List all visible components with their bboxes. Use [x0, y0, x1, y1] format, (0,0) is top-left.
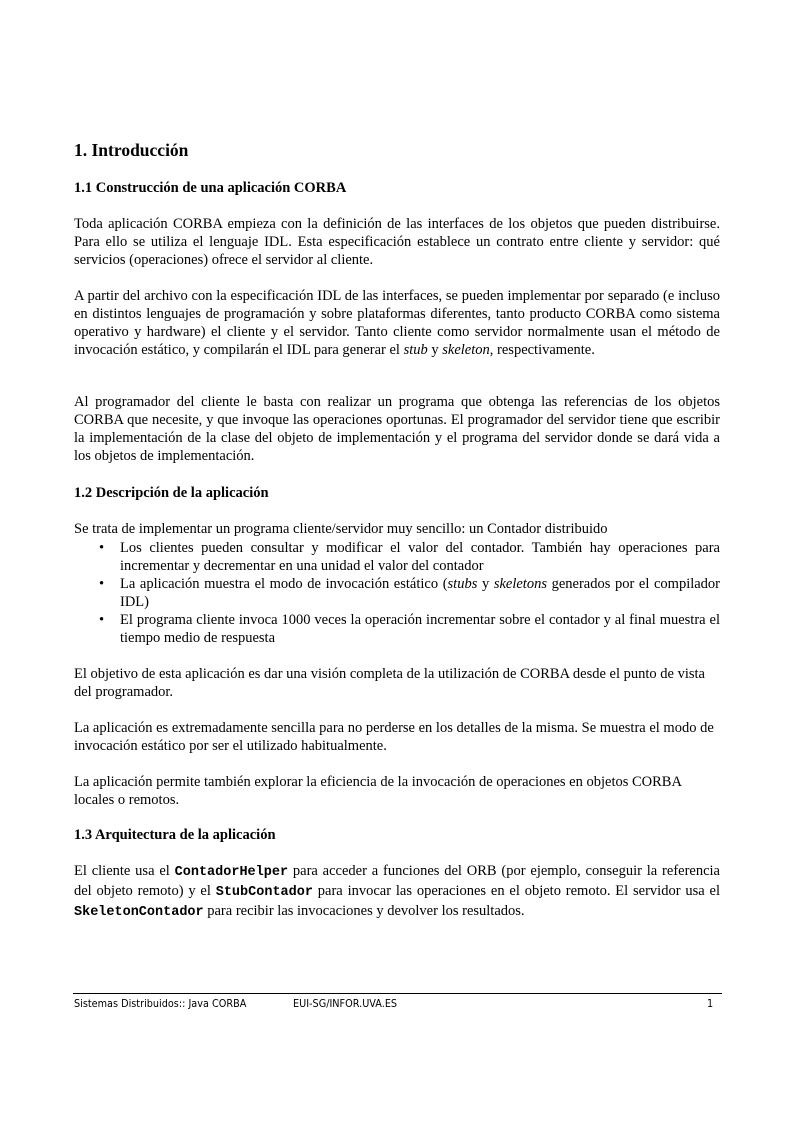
page-number: 1: [707, 997, 714, 1010]
feature-list: [74, 539, 720, 647]
bullet-icon: •: [99, 612, 105, 628]
class-name-contador-helper: ContadorHelper: [174, 865, 289, 880]
section-1-2-heading: 1.2 Descripción de la aplicación: [74, 485, 269, 501]
section-1-3-paragraph: El cliente usa el ContadorHelper para acceder a funciones del ORB (por ejemplo, conseguir la referencia del objeto remoto) y el StubContador para invocar las operaciones en el objeto remoto. El servidor usa el SkeletonContador para recibir las invocaciones y devolver los resultados.: [74, 863, 720, 920]
bullet-icon: •: [99, 576, 105, 592]
chapter-heading: 1. Introducción: [74, 140, 189, 160]
list-item: • Los clientes pueden consultar y modificar el valor del contador. También hay operaciones para incrementar y decrementar en una unidad el valor del contador: [99, 540, 720, 574]
section-1-1-heading: 1.1 Construcción de una aplicación CORBA: [74, 180, 347, 196]
footer-institution: EUI-SG/INFOR.UVA.ES: [293, 997, 398, 1010]
section-1-2-paragraph-2: La aplicación es extremadamente sencilla para no perderse en los detalles de la misma. Se muestra el modo de invocación estático por ser el utilizado habitualmente.: [74, 720, 714, 754]
section-1-2-paragraph-1: El objetivo de esta aplicación es dar una visión completa de la utilización de CORBA desde el punto de vista del programador.: [74, 666, 705, 700]
list-item: • La aplicación muestra el modo de invocación estático (stubs y skeletons generados por el compilador IDL): [99, 576, 721, 610]
class-name-stub-contador: StubContador: [215, 885, 313, 900]
footer-rule: [73, 993, 722, 994]
list-item: • El programa cliente invoca 1000 veces la operación incrementar sobre el contador y al final muestra el tiempo medio de respuesta: [99, 612, 720, 646]
footer-course: Sistemas Distribuidos:: Java CORBA: [74, 997, 247, 1010]
section-1-1-paragraph-1: Toda aplicación CORBA empieza con la definición de las interfaces de los objetos que pueden distribuirse. Para ello se utiliza el lenguaje IDL. Esta especificación establece un contrato entre cliente y servidor: qué servicios (operaciones) ofrece el servidor al cliente.: [74, 216, 720, 268]
section-1-1-paragraph-2: A partir del archivo con la especificación IDL de las interfaces, se pueden implementar por separado (e incluso en distintos lenguajes de programación y sobre plataformas diferentes, tanto producto CORBA como sistema operativo y hardware) el cliente y el servidor. Tanto cliente como servidor normalmente usan el método de invocación estático, y compilarán el IDL para generar el stub y skeleton, respectivamente.: [74, 288, 720, 358]
class-name-skeleton-contador: SkeletonContador: [74, 905, 204, 920]
bullet-icon: •: [99, 540, 105, 556]
section-1-2-intro: Se trata de implementar un programa cliente/servidor muy sencillo: un Contador distribuido: [74, 521, 608, 537]
section-1-3-heading: 1.3 Arquitectura de la aplicación: [74, 827, 276, 843]
section-1-2-paragraph-3: La aplicación permite también explorar la eficiencia de la invocación de operaciones en objetos CORBA locales o remotos.: [74, 774, 682, 808]
section-1-1-paragraph-3: Al programador del cliente le basta con realizar un programa que obtenga las referencias de los objetos CORBA que necesite, y que invoque las operaciones oportunas. El programador del servidor tiene que escribir la implementación de la clase del objeto de implementación y el programa del servidor donde se dará vida a los objetos de implementación.: [74, 394, 720, 464]
